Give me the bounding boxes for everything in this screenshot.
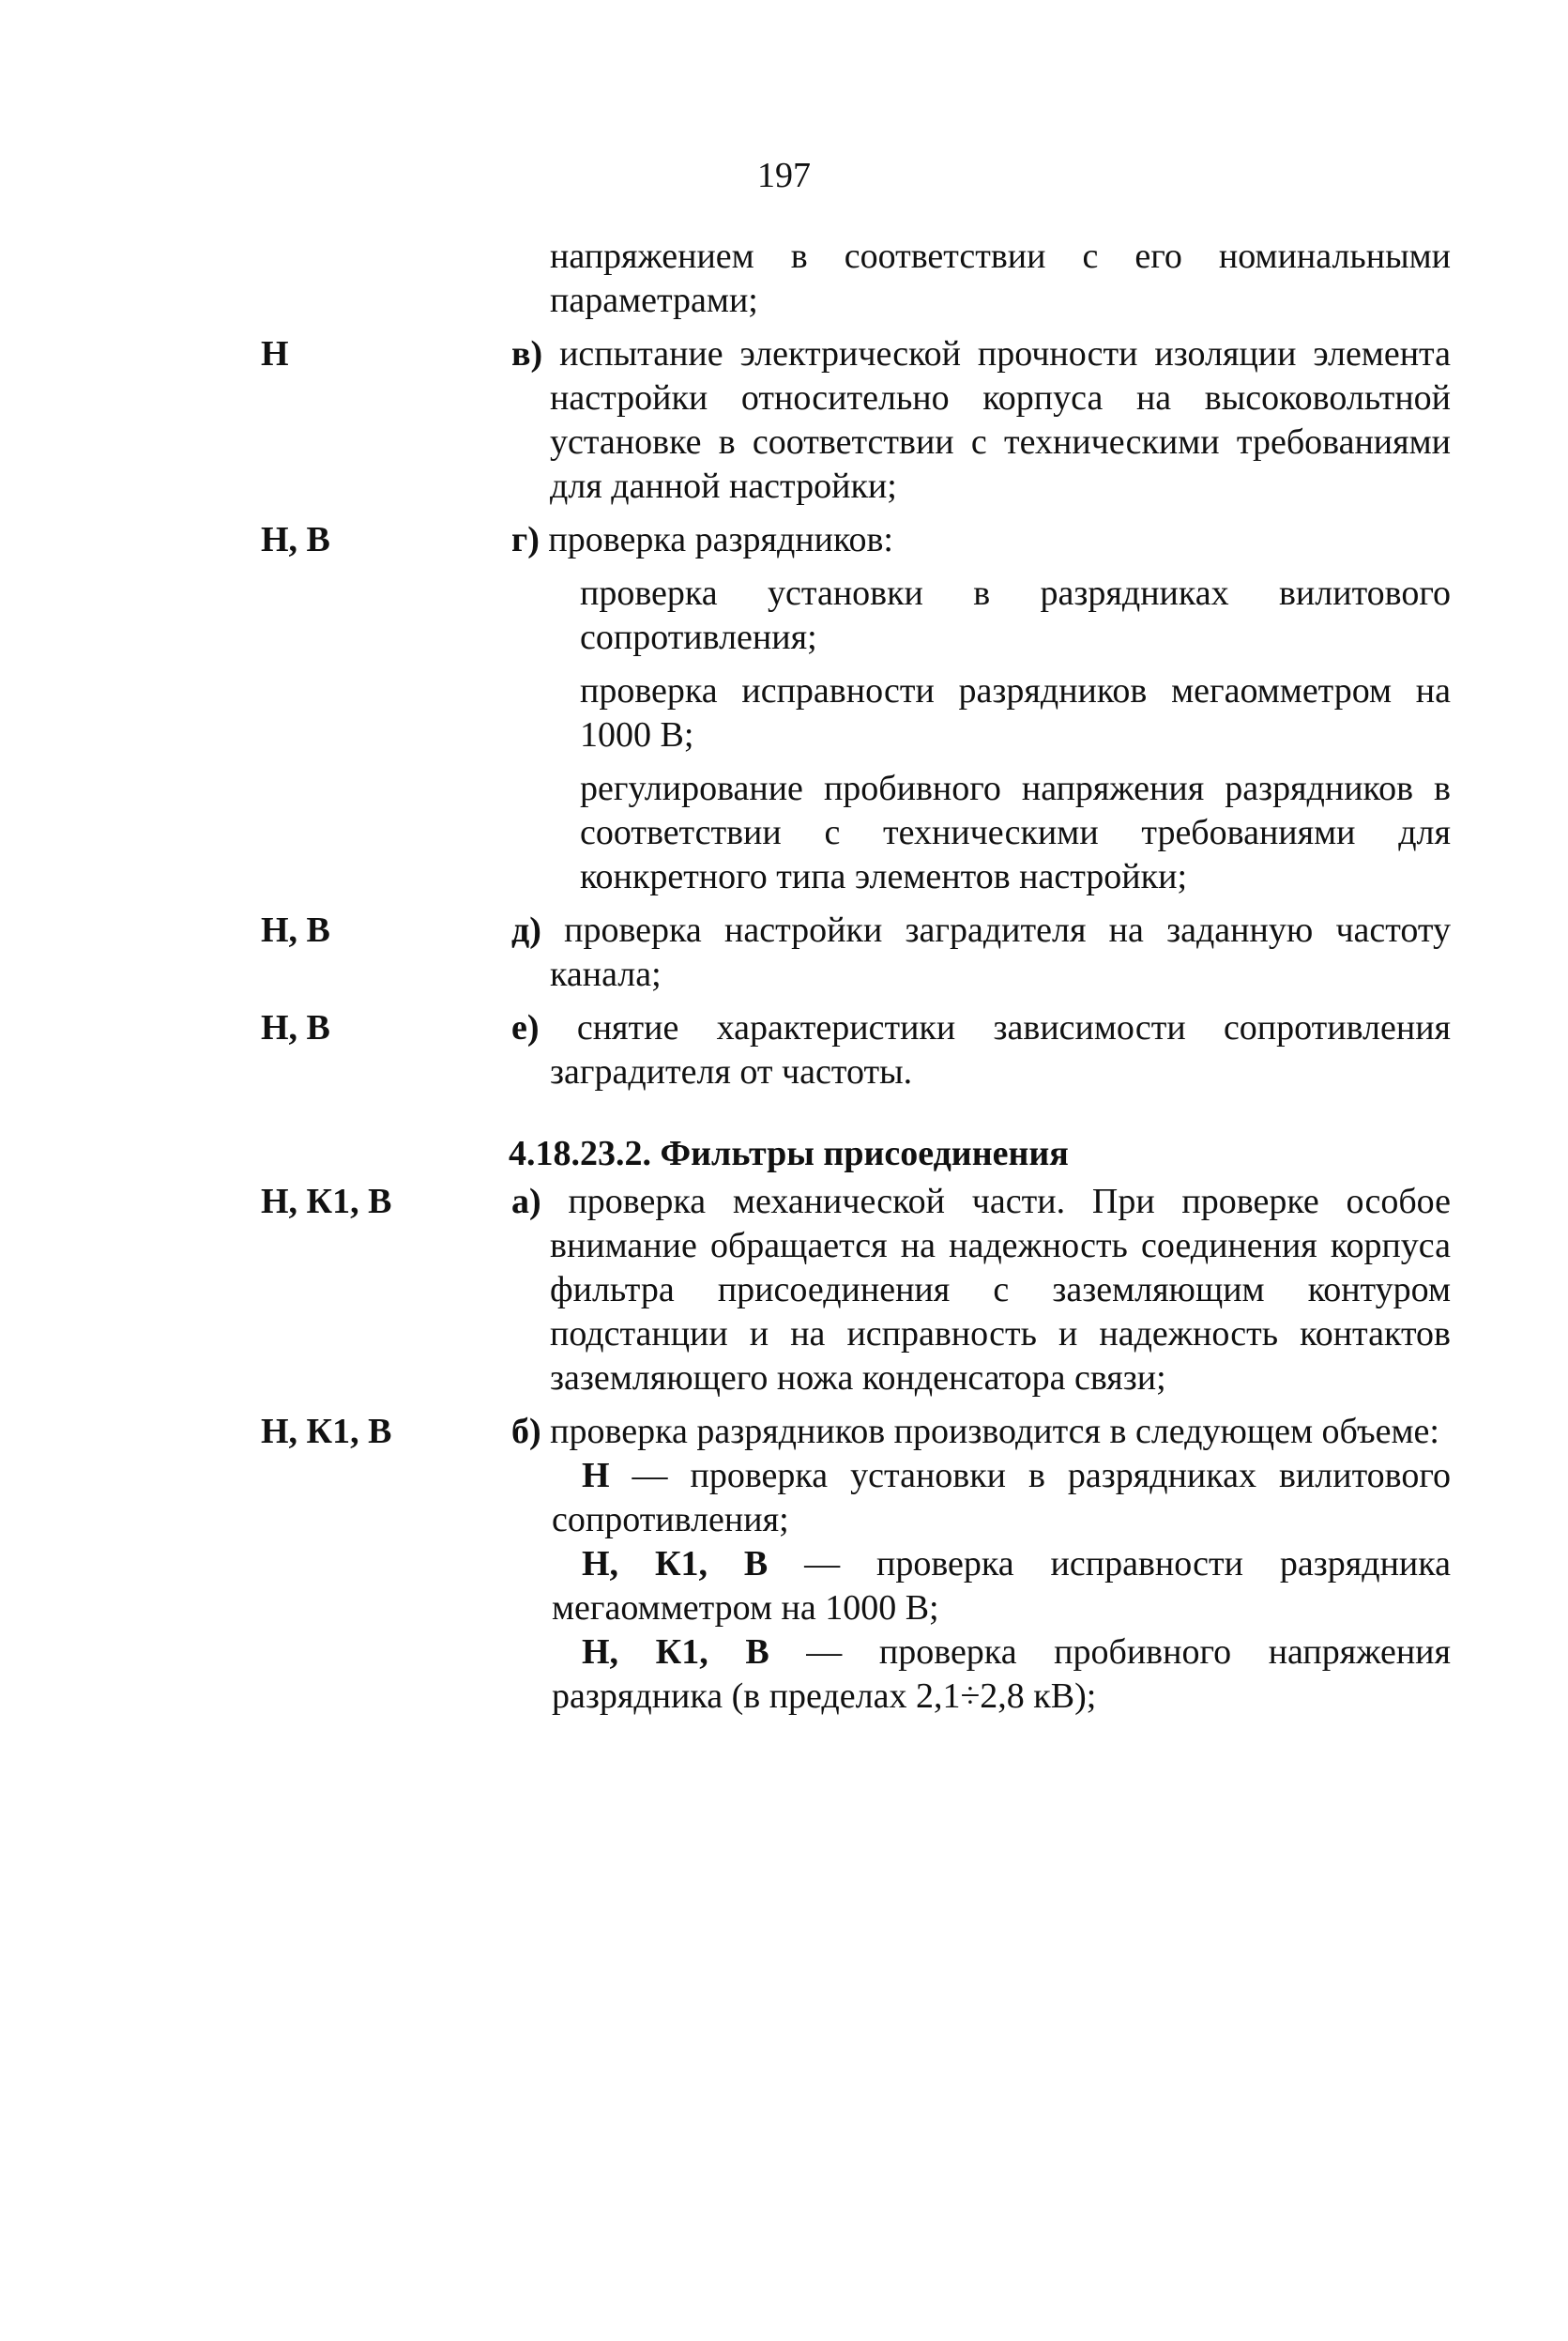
item-a-text (511, 1180, 1451, 1400)
item-g (0, 518, 1568, 562)
item-v-letter: в) (511, 334, 543, 374)
item-b-sub3-text: — проверка пробивного напряжения разрядника (в пределах 2,1÷2,8 кВ); (552, 1632, 1451, 1716)
item-a-body: проверка механической части. При проверке особое внимание обращается на надежность соединения корпуса фильтра присоединения с заземляющим контуром подстанции и на исправность и надежность контактов заземляющего ножа конденсатора связи; (550, 1182, 1451, 1398)
item-b-sub1-text: — проверка установки в разрядниках вилитового сопротивления; (552, 1456, 1451, 1539)
item-a-marker: Н, К1, В (261, 1182, 392, 1221)
item-b-body: проверка разрядников производится в следующем объеме: (550, 1412, 1439, 1451)
section-heading: 4.18.23.2. Фильтры присоединения (509, 1134, 1069, 1173)
item-d (0, 909, 1568, 997)
item-b-sub3 (552, 1630, 1451, 1719)
item-g-sub1: проверка установки в разрядниках вилитового сопротивления; (580, 574, 1451, 657)
item-b-text (511, 1410, 1451, 1454)
item-a-letter: а) (511, 1182, 541, 1221)
item-e (0, 1006, 1568, 1094)
item-b-sub2-code: Н, К1, В (582, 1544, 769, 1584)
page-body (0, 235, 1568, 1719)
item-g-marker: Н, В (261, 520, 330, 559)
item-g-letter: г) (511, 520, 540, 559)
item-d-letter: д) (511, 910, 541, 950)
item-v-body: испытание электрической прочности изоляции элемента настройки относительно корпуса на высоковольтной установке в соответствии с техническими требованиями для данной настройки; (550, 334, 1451, 506)
item-v (0, 332, 1568, 509)
item-v-text (511, 332, 1451, 509)
item-b-marker: Н, К1, В (261, 1412, 392, 1451)
item-e-letter: е) (511, 1008, 540, 1048)
item-b-sub1-code: Н (582, 1456, 610, 1495)
item-d-marker: Н, В (261, 910, 330, 950)
item-b-sub2-text: — проверка исправности разрядника мегаомметром на 1000 В; (552, 1544, 1451, 1628)
item-g-sub2: проверка исправности разрядников мегаомметром на 1000 В; (580, 671, 1451, 755)
item-a (0, 1180, 1568, 1400)
item-b-sub2 (552, 1542, 1451, 1630)
item-b-sub3-code: Н, К1, В (582, 1632, 769, 1672)
item-g-body: проверка разрядников: (548, 520, 893, 559)
item-v-marker: Н (261, 334, 289, 374)
item-b-letter: б) (511, 1412, 541, 1451)
item-e-body: снятие характеристики зависимости сопротивления заградителя от частоты. (550, 1008, 1452, 1092)
intro-paragraph: напряжением в соответствии с его номинальными параметрами; (550, 237, 1451, 320)
item-g-text (511, 518, 1451, 562)
item-e-marker: Н, В (261, 1008, 330, 1048)
item-b (0, 1410, 1568, 1454)
item-d-text (511, 909, 1451, 997)
item-g-sub3: регулирование пробивного напряжения разрядников в соответствии с техническими требованиями для конкретного типа элементов настройки; (580, 769, 1451, 896)
page-number: 197 (757, 156, 811, 195)
item-d-body: проверка настройки заградителя на заданную частоту канала; (550, 910, 1451, 994)
item-e-text (511, 1006, 1452, 1094)
item-b-sub1 (552, 1454, 1451, 1542)
